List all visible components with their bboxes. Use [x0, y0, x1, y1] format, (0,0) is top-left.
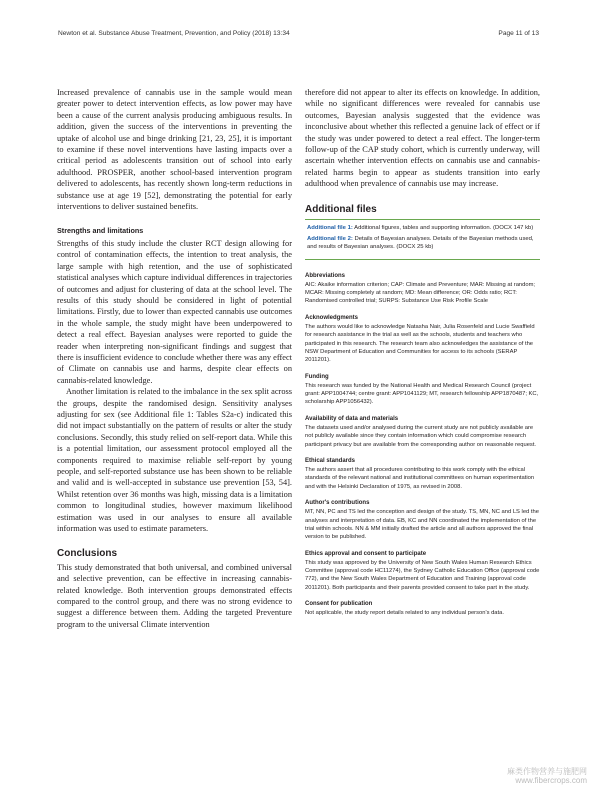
author-contributions-title: Author's contributions: [305, 500, 370, 507]
ethical-standards-text: The authors assert that all procedures contributing to this work comply with the ethical standards of the relevant national and institutional committees on human experimentation and with the Helsinki Declaration of 1975, as revised in 2008.: [305, 467, 535, 490]
acknowledgments-title: Acknowledgments: [305, 314, 359, 321]
paragraph: therefore did not appear to alter its effects on knowledge. In addition, while no significant differences were revealed for cannabis use outcomes, Bayesian analysis suggested that the evidence was inconclusive about whether this reflected a genuine lack of effect or if the study was under powered to detect a real effect. The longer-term follow-up of the CAP study cohort, which is currently underway, will ascertain whether intervention effects on cannabis use and cannabis-related harms begin to appear as students transition into early adulthood when prevalence of cannabis use may increase.: [305, 88, 540, 189]
abbreviations-text: AIC: Akaike information criterion; CAP: Climate and Preventure; MAR: Missing at random; MCAR: Missing completely at random; MD: Mean difference; OR: Odds ratio; RCT: Randomised controlled trial; SURPS: Substance Use Risk Profile Scale: [305, 281, 536, 305]
section-heading-conclusions: Conclusions: [57, 548, 118, 560]
funding-title: Funding: [305, 373, 329, 380]
acknowledgments-text: The authors would like to acknowledge Natasha Nair, Julia Rosenfeld and Lucie Swaffield for research assistance in the trial as well as the schools, students and teachers who participated in this research. The research team also acknowledges the assistance of the NSW Department of Education and Communities for access to its schools (SERAP 2011201).: [305, 324, 535, 364]
ethical-standards-title: Ethical standards: [305, 457, 356, 464]
data-availability-text: The datasets used and/or analysed during the current study are not publicly available are not publicly available since they contain information which could compromise research participant privacy but are available from the corresponding author on reasonable request.: [305, 425, 537, 448]
paragraph: Increased prevalence of cannabis use in the sample would mean greater power to detect intervention effects, as low power may have been a cause of the current analysis producing ambiguous results. In addition, given the success of the interventions in preventing the uptake of alcohol use and binge drinking [21, 23, 25], it is important to examine if these novel interventions have lasting impacts over a critical period as adolescents transition out of school into early adulthood. PROSPER, another school-based intervention program delivered to adolescents, has recently shown long-term reductions in substance use at age 19 [52], demonstrating the potential for early interventions to deliver sustained benefits.: [57, 88, 292, 212]
consent-title: Consent for publication: [305, 601, 373, 608]
additional-file-2-link[interactable]: Additional file 2:: [307, 235, 353, 242]
ethics-approval-text: This study was approved by the University of New South Wales Human Research Ethics Committee (approval code HC11274), the Sydney Catholic Education Office (approval code 772), and the New South Wales Department of Education and Training (approval code 2011201). Both participants and their parents provided consent to take part in the study.: [305, 559, 540, 591]
paragraph: This study demonstrated that both universal, and combined universal and selective prevention, can be effective in increasing cannabis-related knowledge. Both intervention groups demonstrated effects compared to the control group, and there was no strong evidence to suggest a difference between them. Adding the targeted Preventure program to the universal Climate intervention: [57, 562, 292, 629]
funding-text: This research was funded by the National Health and Medical Research Council (project grant: APP1004744; centre grant: APP1041129; MT, research fellowship APP1870487; KC, scholarship APP1056432).: [305, 382, 539, 406]
section-heading-additional-files: Additional files: [305, 203, 377, 215]
watermark: 麻类作物营养与施肥网 www.fibercrops.com: [507, 767, 587, 785]
author-contributions-text: MT, NN, PC and TS led the conception and design of the study. TS, MN, NC and LS led the analyses and interpretation of data. EB, KC and NN coordinated the implementation of the trial within schools. NN & MM initially drafted the article and all authors approved the final version to be published.: [305, 509, 539, 541]
header-citation: Newton et al. Substance Abuse Treatment, Prevention, and Policy (2018) 13:34: [58, 30, 290, 37]
ethics-approval-title: Ethics approval and consent to participate: [305, 550, 427, 557]
additional-file-1-link[interactable]: Additional file 1:: [307, 224, 353, 231]
page-number: Page 11 of 13: [498, 30, 539, 37]
consent-text: Not applicable, the study report details related to any individual person's data.: [305, 610, 504, 617]
paragraph: Strengths of this study include the cluster RCT design allowing for control of contamination effects, the intention to treat analysis, the large sample with high retention, and the use of sophisticated statistical analyses which capture individual differences in trajectories of outcomes and adjust for clustering of data at the school level. The results of this study should be considered in light of potential limitations. Firstly, due to lower than expected cannabis use outcomes in the whole sample, the study might have been underpowered to detect a real effect. Bayesian analyses were reported to guide the reader when interpreting non-significant findings and suggest that there is insufficient evidence to conclude whether there was any effect of Climate on cannabis use and harms, despite clear effects on cannabis-related knowledge.: [57, 238, 292, 385]
additional-files-box: [305, 219, 540, 260]
right-column: [305, 87, 540, 618]
additional-file-1: Additional file 1: Additional figures, tables and supporting information. (DOCX 147 kb): [307, 224, 534, 231]
additional-file-2: Additional file 2: Details of Bayesian analyses. Details of the Bayesian methods used, and results of Bayesian analyses. (DOCX 25 kb): [307, 235, 534, 251]
paragraph: Another limitation is related to the imbalance in the sex split across the groups, despite the randomised design. Sensitivity analyses adjusting for sex (see Additional file 1: Tables S2a-c) indicated this did not impact substantially on the pattern of results or alter the study conclusions. Secondly, this study relied on self-report data. While this is a potential limitation, our assessment protocol employed all the components required to maximise reliable self-report by young people, and self-reported substance use has been shown to be reliable and valid and is well-accepted in substance use prevention [53, 54]. Whilst retention over 36 months was high, missing data is a limitation common to longitudinal studies, however maximum likelihood estimation was used in our analyses to ensure all available information was used to estimate parameters.: [57, 387, 292, 534]
backmatter: [305, 272, 540, 618]
data-availability-title: Availability of data and materials: [305, 415, 399, 422]
section-heading-strengths: Strengths and limitations: [57, 226, 144, 236]
left-column: [57, 87, 292, 630]
abbreviations-title: Abbreviations: [305, 272, 346, 279]
